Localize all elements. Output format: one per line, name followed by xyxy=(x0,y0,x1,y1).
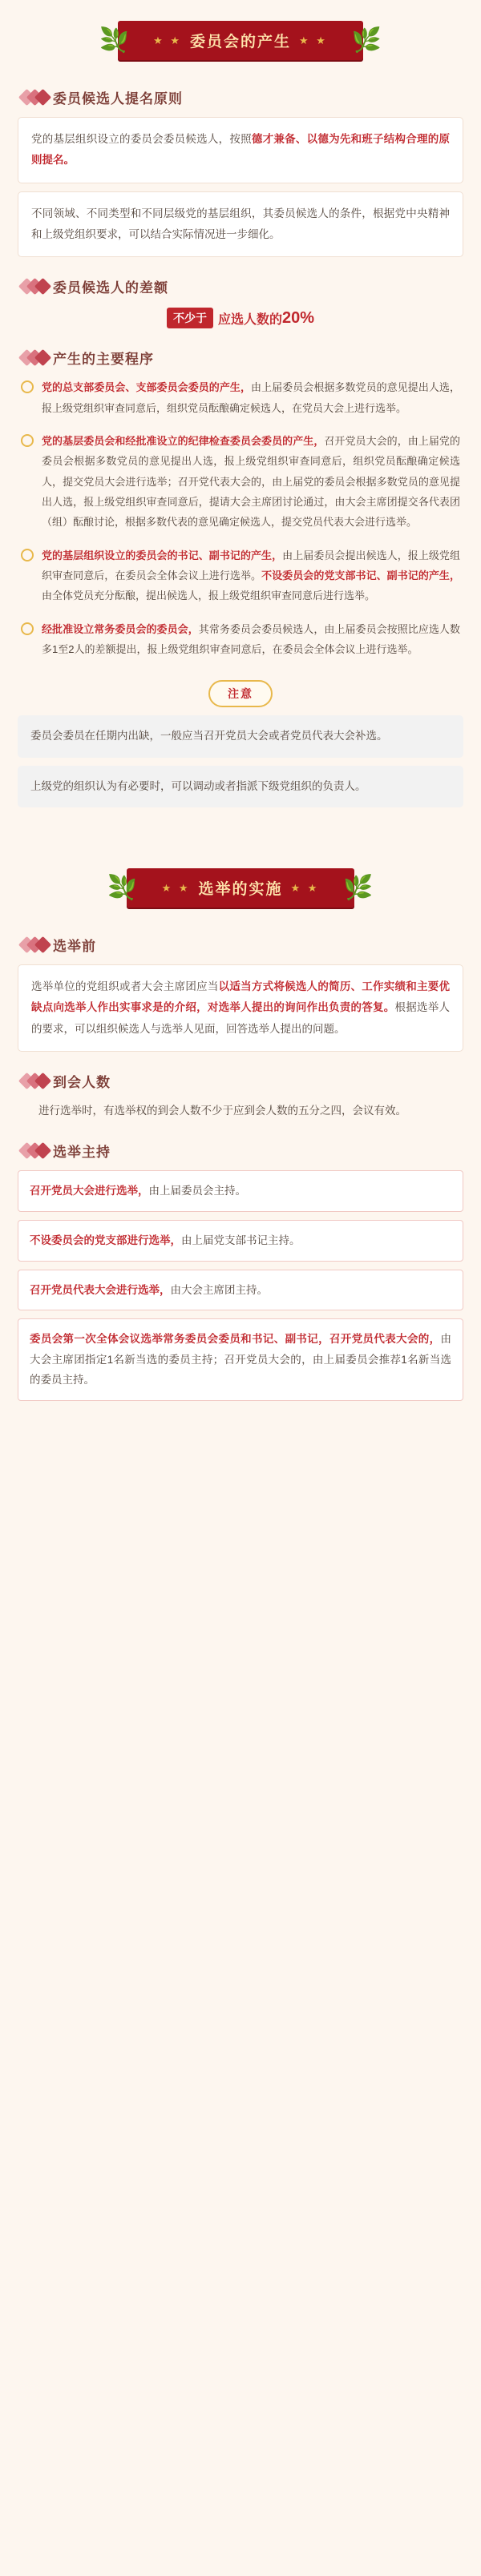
step-circle-icon xyxy=(21,549,34,561)
note-content-run: 委员会委员在任期内出缺，一般应当召开党员大会或者党员代表大会补选。 xyxy=(30,730,388,743)
section-election-implementation xyxy=(0,847,481,1401)
section-banner-wrap xyxy=(0,0,481,68)
step-circle-icon xyxy=(21,622,34,635)
step-run: 不设委员会的党支部书记、副书记的产生， xyxy=(261,570,460,582)
statement-box xyxy=(18,1318,463,1401)
statement-run: 召开党员大会进行选举， xyxy=(30,1185,149,1197)
note-content-run: 上级党的组织认为有必要时，可以调动或者指派下级党组织的负责人。 xyxy=(30,779,366,792)
wheat-right-icon: 🌿 xyxy=(351,26,382,54)
step-text xyxy=(42,619,460,660)
section-title: 选举的实施 xyxy=(198,881,283,898)
section-committee-generation xyxy=(0,0,481,807)
step-run: 由全体党员充分酝酿，提出候选人，报上级党组织审查同意后进行选举。 xyxy=(42,590,376,602)
step-run: 党的基层组织设立的委员会的书记、副书记的产生， xyxy=(42,549,283,561)
wheat-left-icon: 🌿 xyxy=(107,874,138,901)
sub-heading-label: 选举前 xyxy=(53,939,96,954)
paragraph-run: 进行选举时，有选举权的到会人数不少于应到会人数的五分之四，会议有效。 xyxy=(38,1104,406,1117)
wheat-right-icon: 🌿 xyxy=(343,874,374,901)
diamond-marker-icon xyxy=(21,280,45,292)
step-run: 召开党员大会的，由上届党的委员会根据多数党员的意见提出人选，报上级党组织审查同意后，组织党员酝酿确定候选人，提交党员大会进行选举；召开党代表大会的，由上届党的委员会根据多数党员的意见提出人选，报上级党组织审查同意后，提请大会主席团讨论通过，由大会主席团提交各代表团（组）酝酿讨论，根据多数代表的意见确定候选人，提交党员代表大会进行选举。 xyxy=(42,434,460,529)
percentage-tag: 不少于 xyxy=(167,308,213,328)
sub-heading xyxy=(21,276,481,296)
step-item xyxy=(21,619,460,660)
statement-box xyxy=(18,1170,463,1212)
step-item xyxy=(21,545,460,606)
step-text xyxy=(42,431,460,533)
wheat-left-icon: 🌿 xyxy=(99,26,130,54)
note-content-box xyxy=(18,715,463,757)
content-box-run: 德才兼备、以德为先和班子结构合理的原则提名。 xyxy=(31,133,451,167)
stars-right-icon: ★ ★ xyxy=(290,881,320,894)
section-banner xyxy=(118,21,363,60)
note-badge-wrap xyxy=(0,680,481,707)
note-content-box xyxy=(18,766,463,807)
stars-right-icon: ★ ★ xyxy=(299,34,328,46)
step-text xyxy=(42,545,460,606)
step-run: 经批准设立常务委员会的委员会， xyxy=(42,622,199,635)
statement-run: 由大会主席团主持。 xyxy=(170,1283,268,1296)
step-circle-icon xyxy=(21,380,34,393)
step-run: 党的基层委员会和经批准设立的纪律检查委员会委员的产生， xyxy=(42,434,325,447)
step-text xyxy=(42,377,460,418)
paragraph xyxy=(38,1101,457,1121)
percentage-highlight xyxy=(18,308,463,328)
statement-box xyxy=(18,1220,463,1262)
section-banner-wrap xyxy=(0,847,481,916)
statement-run: 不设委员会的党支部进行选举， xyxy=(30,1234,181,1246)
step-run: 其常务委员会委员候选人，由上届委员会按照比应选人数多1至2人的差额提出，报上级党组织审查同意后，在委员会全体会议上进行选举。 xyxy=(42,622,460,656)
content-box-run: 党的基层组织设立的委员会委员候选人，按照 xyxy=(31,133,252,145)
content-box xyxy=(18,117,463,183)
statement-run: 由上届党支部书记主持。 xyxy=(181,1234,301,1246)
section-banner xyxy=(127,868,355,908)
step-run: 由上届委员会根据多数党员的意见提出人选，报上级党组织审查同意后，组织党员酝酿确定候选人，在党员大会上进行选举。 xyxy=(42,381,460,414)
sub-heading-label: 到会人数 xyxy=(53,1074,111,1090)
content-box xyxy=(18,964,463,1052)
sub-heading-label: 委员候选人的差额 xyxy=(53,280,168,296)
content-box-run: 不同领域、不同类型和不同层级党的基层组织，其委员候选人的条件，根据党中央精神和上级党组织要求，可以结合实际情况进一步细化。 xyxy=(31,207,450,240)
sub-heading xyxy=(21,1141,481,1161)
diamond-marker-icon xyxy=(21,352,45,364)
diamond-marker-icon xyxy=(21,1145,45,1157)
stars-left-icon: ★ ★ xyxy=(153,34,182,46)
statement-run: 由大会主席团指定1名新当选的委员主持；召开党员大会的，由上届委员会推荐1名新当选的委员主持。 xyxy=(30,1333,451,1387)
sub-heading-label: 委员候选人提名原则 xyxy=(53,91,183,107)
percentage-prefix: 应选人数的 xyxy=(217,312,282,327)
percentage-value: 20% xyxy=(281,308,315,327)
sub-heading-label: 产生的主要程序 xyxy=(53,352,154,368)
step-circle-icon xyxy=(21,434,34,447)
diamond-marker-icon xyxy=(21,939,45,951)
statement-run: 召开党员代表大会进行选举， xyxy=(30,1283,171,1296)
content-box-run: 选举单位的党组织或者大会主席团应当 xyxy=(31,980,219,992)
sub-heading xyxy=(21,935,481,955)
step-item xyxy=(21,377,460,418)
statement-run: 委员会第一次全体会议选举常务委员会委员和书记、副书记，召开党员代表大会的， xyxy=(30,1333,441,1346)
content-box-run: 以适当方式将候选人的简历、工作实绩和主要优缺点向选举人作出实事求是的介绍，对选举人提出的询问作出负责的答复。 xyxy=(31,980,451,1014)
section-title: 委员会的产生 xyxy=(189,34,291,50)
step-run: 由上届委员会提出候选人，报上级党组织审查同意后，在委员会全体会议上进行选举。 xyxy=(42,549,460,582)
statement-box xyxy=(18,1270,463,1311)
sub-heading xyxy=(21,1071,481,1091)
statement-run: 由上届委员会主持。 xyxy=(148,1185,246,1197)
step-item xyxy=(21,431,460,533)
section-spacer xyxy=(0,815,481,847)
content-box xyxy=(18,191,463,258)
sub-heading xyxy=(21,348,481,368)
stars-left-icon: ★ ★ xyxy=(161,881,191,894)
sub-heading-label: 选举主持 xyxy=(53,1145,111,1161)
sub-heading xyxy=(21,87,481,107)
content-box-run: 根据选举人的要求，可以组织候选人与选举人见面，回答选举人提出的问题。 xyxy=(31,1001,451,1035)
step-run: 党的总支部委员会、支部委员会委员的产生， xyxy=(42,381,252,394)
diamond-marker-icon xyxy=(21,91,45,103)
steps-list xyxy=(21,377,460,659)
diamond-marker-icon xyxy=(21,1075,45,1087)
note-badge: 注意 xyxy=(208,680,273,707)
